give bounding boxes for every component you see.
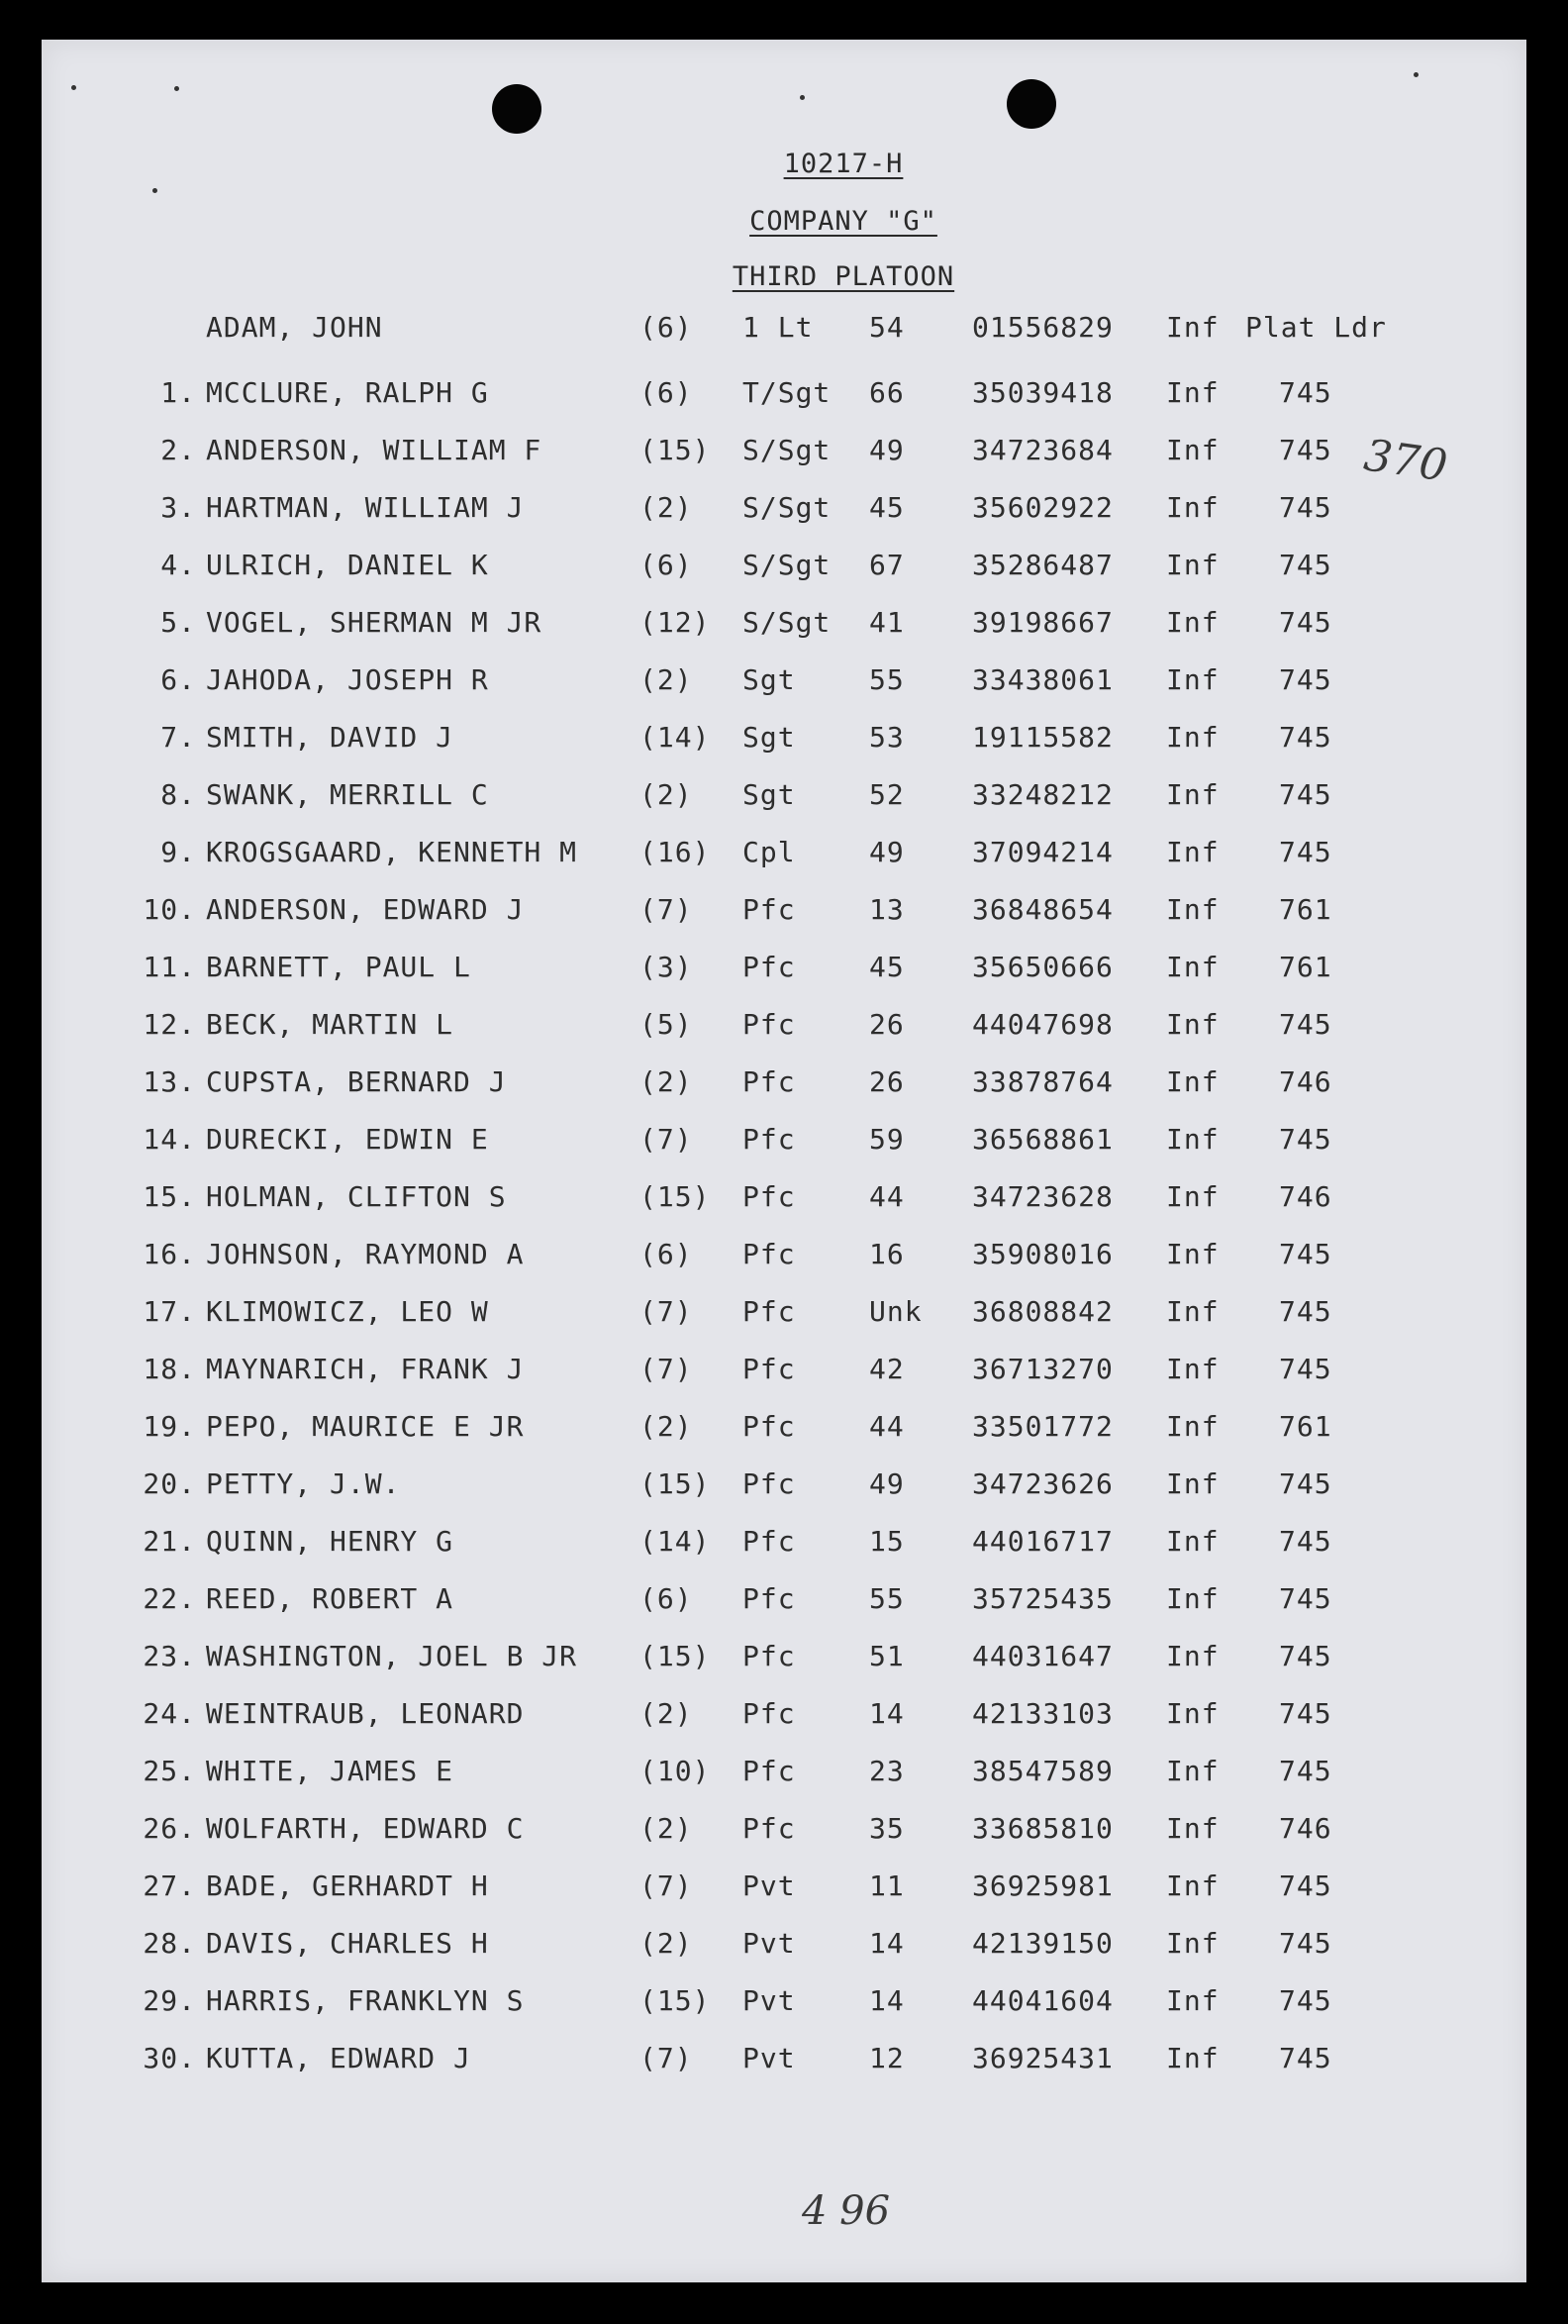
cell-age: 41	[869, 606, 905, 639]
cell-serial: 36925981	[972, 1869, 1114, 1902]
cell-name: ULRICH, DANIEL K	[206, 549, 489, 581]
cell-num: 25.	[143, 1755, 196, 1787]
cell-age: 23	[869, 1755, 905, 1787]
cell-mos: 745	[1279, 1008, 1332, 1041]
cell-num: 15.	[143, 1180, 196, 1213]
cell-num: 20.	[143, 1467, 196, 1500]
cell-age: 59	[869, 1123, 905, 1156]
cell-mos: 761	[1279, 1410, 1332, 1443]
table-row	[107, 1640, 1473, 1679]
table-row	[107, 1238, 1473, 1277]
cell-code: (6)	[639, 1238, 693, 1270]
cell-name: PETTY, J.W.	[206, 1467, 401, 1500]
cell-serial: 36808842	[972, 1295, 1114, 1328]
leader-name: ADAM, JOHN	[206, 311, 383, 344]
cell-code: (15)	[639, 1180, 711, 1213]
cell-mos: 745	[1279, 1697, 1332, 1730]
cell-mos: 745	[1279, 778, 1332, 811]
cell-serial: 34723684	[972, 434, 1114, 466]
document-page	[42, 40, 1526, 2282]
cell-code: (15)	[639, 1640, 711, 1672]
cell-code: (6)	[639, 1582, 693, 1615]
cell-age: 67	[869, 549, 905, 581]
cell-age: 44	[869, 1410, 905, 1443]
table-row	[107, 1869, 1473, 1909]
cell-rank: S/Sgt	[742, 549, 832, 581]
cell-code: (10)	[639, 1755, 711, 1787]
cell-name: SMITH, DAVID J	[206, 721, 454, 754]
cell-age: 13	[869, 893, 905, 926]
cell-name: REED, ROBERT A	[206, 1582, 454, 1615]
doc-number: 10217-H	[783, 149, 904, 179]
cell-age: 14	[869, 1697, 905, 1730]
cell-mos: 745	[1279, 836, 1332, 868]
speck	[71, 85, 76, 90]
cell-rank: Pfc	[742, 1238, 796, 1270]
cell-num: 1.	[160, 376, 196, 409]
cell-name: PEPO, MAURICE E JR	[206, 1410, 525, 1443]
cell-mos: 745	[1279, 1984, 1332, 2017]
cell-mos: 745	[1279, 1123, 1332, 1156]
cell-name: ANDERSON, WILLIAM F	[206, 434, 542, 466]
margin-note: 370	[1360, 430, 1451, 492]
table-row	[107, 1525, 1473, 1565]
cell-age: 55	[869, 1582, 905, 1615]
cell-rank: Pfc	[742, 893, 796, 926]
cell-mos: 745	[1279, 1927, 1332, 1960]
cell-code: (14)	[639, 1525, 711, 1558]
cell-serial: 44016717	[972, 1525, 1114, 1558]
cell-mos: 761	[1279, 893, 1332, 926]
punch-hole-left	[492, 84, 541, 134]
cell-name: KUTTA, EDWARD J	[206, 2042, 471, 2074]
cell-code: (5)	[639, 1008, 693, 1041]
cell-mos: 745	[1279, 1869, 1332, 1902]
cell-age: 45	[869, 491, 905, 524]
cell-num: 18.	[143, 1353, 196, 1385]
cell-code: (2)	[639, 491, 693, 524]
cell-arm: Inf	[1166, 1697, 1220, 1730]
leader-role: Plat Ldr	[1245, 311, 1387, 344]
cell-name: QUINN, HENRY G	[206, 1525, 454, 1558]
cell-arm: Inf	[1166, 1238, 1220, 1270]
cell-mos: 745	[1279, 1467, 1332, 1500]
cell-num: 6.	[160, 663, 196, 696]
cell-age: 11	[869, 1869, 905, 1902]
cell-code: (7)	[639, 1869, 693, 1902]
table-row	[107, 434, 1473, 473]
cell-name: HOLMAN, CLIFTON S	[206, 1180, 507, 1213]
cell-serial: 35039418	[972, 376, 1114, 409]
cell-name: ANDERSON, EDWARD J	[206, 893, 525, 926]
cell-arm: Inf	[1166, 1295, 1220, 1328]
cell-rank: Sgt	[742, 778, 796, 811]
cell-serial: 35650666	[972, 951, 1114, 983]
cell-age: 53	[869, 721, 905, 754]
cell-mos: 746	[1279, 1812, 1332, 1845]
cell-serial: 44031647	[972, 1640, 1114, 1672]
cell-num: 24.	[143, 1697, 196, 1730]
cell-serial: 42139150	[972, 1927, 1114, 1960]
cell-arm: Inf	[1166, 1525, 1220, 1558]
cell-num: 27.	[143, 1869, 196, 1902]
cell-age: 15	[869, 1525, 905, 1558]
cell-num: 7.	[160, 721, 196, 754]
cell-arm: Inf	[1166, 2042, 1220, 2074]
leader-arm: Inf	[1166, 311, 1220, 344]
cell-serial: 33685810	[972, 1812, 1114, 1845]
cell-name: DURECKI, EDWIN E	[206, 1123, 489, 1156]
cell-rank: Pfc	[742, 1525, 796, 1558]
cell-num: 8.	[160, 778, 196, 811]
cell-rank: Pfc	[742, 1065, 796, 1098]
cell-age: 66	[869, 376, 905, 409]
cell-rank: Pfc	[742, 1353, 796, 1385]
table-row	[107, 549, 1473, 588]
cell-arm: Inf	[1166, 721, 1220, 754]
cell-num: 19.	[143, 1410, 196, 1443]
cell-arm: Inf	[1166, 1640, 1220, 1672]
cell-rank: S/Sgt	[742, 491, 832, 524]
table-row	[107, 1467, 1473, 1507]
cell-serial: 44041604	[972, 1984, 1114, 2017]
speck	[174, 86, 179, 91]
cell-rank: Pfc	[742, 1467, 796, 1500]
cell-mos: 745	[1279, 376, 1332, 409]
cell-mos: 746	[1279, 1065, 1332, 1098]
cell-arm: Inf	[1166, 1123, 1220, 1156]
table-row	[107, 721, 1473, 760]
cell-rank: T/Sgt	[742, 376, 832, 409]
cell-age: 26	[869, 1008, 905, 1041]
cell-name: HARRIS, FRANKLYN S	[206, 1984, 525, 2017]
cell-mos: 745	[1279, 1353, 1332, 1385]
cell-name: DAVIS, CHARLES H	[206, 1927, 489, 1960]
cell-name: KLIMOWICZ, LEO W	[206, 1295, 489, 1328]
cell-serial: 36713270	[972, 1353, 1114, 1385]
cell-num: 10.	[143, 893, 196, 926]
punch-hole-right	[1007, 79, 1056, 129]
cell-serial: 33501772	[972, 1410, 1114, 1443]
speck	[152, 188, 157, 193]
company-heading: COMPANY "G"	[749, 206, 937, 237]
cell-code: (6)	[639, 549, 693, 581]
cell-serial: 33438061	[972, 663, 1114, 696]
cell-rank: Pfc	[742, 1410, 796, 1443]
cell-arm: Inf	[1166, 1927, 1220, 1960]
cell-name: JAHODA, JOSEPH R	[206, 663, 489, 696]
cell-serial: 36568861	[972, 1123, 1114, 1156]
cell-code: (2)	[639, 778, 693, 811]
table-row	[107, 1582, 1473, 1622]
cell-rank: Pfc	[742, 1755, 796, 1787]
table-row	[107, 1008, 1473, 1048]
cell-num: 29.	[143, 1984, 196, 2017]
cell-mos: 761	[1279, 951, 1332, 983]
cell-code: (12)	[639, 606, 711, 639]
cell-code: (16)	[639, 836, 711, 868]
cell-name: SWANK, MERRILL C	[206, 778, 489, 811]
cell-name: KROGSGAARD, KENNETH M	[206, 836, 578, 868]
leader-code: (6)	[639, 311, 693, 344]
table-row	[107, 1295, 1473, 1335]
table-row	[107, 1410, 1473, 1450]
cell-code: (7)	[639, 893, 693, 926]
cell-rank: Pfc	[742, 1295, 796, 1328]
cell-name: CUPSTA, BERNARD J	[206, 1065, 507, 1098]
page-number: 4 96	[802, 2188, 891, 2234]
cell-num: 5.	[160, 606, 196, 639]
leader-rank: 1 Lt	[742, 311, 814, 344]
cell-code: (7)	[639, 1123, 693, 1156]
cell-num: 21.	[143, 1525, 196, 1558]
cell-arm: Inf	[1166, 1984, 1220, 2017]
cell-arm: Inf	[1166, 663, 1220, 696]
cell-name: VOGEL, SHERMAN M JR	[206, 606, 542, 639]
cell-mos: 745	[1279, 1295, 1332, 1328]
cell-code: (2)	[639, 1697, 693, 1730]
cell-arm: Inf	[1166, 491, 1220, 524]
cell-rank: Pfc	[742, 951, 796, 983]
cell-mos: 746	[1279, 1180, 1332, 1213]
speck	[1414, 72, 1419, 77]
cell-rank: Sgt	[742, 721, 796, 754]
cell-code: (7)	[639, 1353, 693, 1385]
cell-num: 3.	[160, 491, 196, 524]
cell-serial: 44047698	[972, 1008, 1114, 1041]
platoon-heading: THIRD PLATOON	[732, 261, 955, 292]
cell-code: (7)	[639, 2042, 693, 2074]
cell-name: JOHNSON, RAYMOND A	[206, 1238, 525, 1270]
cell-age: 16	[869, 1238, 905, 1270]
cell-age: 14	[869, 1927, 905, 1960]
cell-rank: Sgt	[742, 663, 796, 696]
cell-code: (15)	[639, 1984, 711, 2017]
table-row	[107, 1353, 1473, 1392]
cell-arm: Inf	[1166, 1467, 1220, 1500]
cell-serial: 35602922	[972, 491, 1114, 524]
cell-mos: 745	[1279, 663, 1332, 696]
cell-name: BADE, GERHARDT H	[206, 1869, 489, 1902]
table-row	[107, 1065, 1473, 1105]
cell-arm: Inf	[1166, 1008, 1220, 1041]
cell-arm: Inf	[1166, 1180, 1220, 1213]
cell-code: (2)	[639, 1812, 693, 1845]
cell-serial: 36925431	[972, 2042, 1114, 2074]
leader-serial: 01556829	[972, 311, 1114, 344]
cell-mos: 745	[1279, 1582, 1332, 1615]
cell-arm: Inf	[1166, 1755, 1220, 1787]
cell-age: 14	[869, 1984, 905, 2017]
cell-num: 17.	[143, 1295, 196, 1328]
cell-arm: Inf	[1166, 836, 1220, 868]
cell-serial: 39198667	[972, 606, 1114, 639]
cell-serial: 37094214	[972, 836, 1114, 868]
cell-mos: 745	[1279, 549, 1332, 581]
cell-name: BECK, MARTIN L	[206, 1008, 454, 1041]
cell-num: 4.	[160, 549, 196, 581]
cell-mos: 745	[1279, 721, 1332, 754]
cell-code: (7)	[639, 1295, 693, 1328]
table-row	[107, 2042, 1473, 2081]
cell-mos: 745	[1279, 2042, 1332, 2074]
cell-arm: Inf	[1166, 1812, 1220, 1845]
cell-num: 11.	[143, 951, 196, 983]
cell-serial: 34723626	[972, 1467, 1114, 1500]
speck	[800, 95, 805, 100]
cell-name: WASHINGTON, JOEL B JR	[206, 1640, 578, 1672]
cell-age: Unk	[869, 1295, 923, 1328]
cell-arm: Inf	[1166, 778, 1220, 811]
table-row	[107, 893, 1473, 933]
cell-rank: Pfc	[742, 1640, 796, 1672]
cell-serial: 33248212	[972, 778, 1114, 811]
table-row	[107, 1984, 1473, 2024]
cell-num: 16.	[143, 1238, 196, 1270]
cell-num: 30.	[143, 2042, 196, 2074]
table-row	[107, 1180, 1473, 1220]
cell-serial: 19115582	[972, 721, 1114, 754]
cell-serial: 35725435	[972, 1582, 1114, 1615]
table-row	[107, 1123, 1473, 1162]
cell-code: (2)	[639, 1410, 693, 1443]
cell-name: MAYNARICH, FRANK J	[206, 1353, 525, 1385]
cell-rank: Pfc	[742, 1123, 796, 1156]
cell-serial: 33878764	[972, 1065, 1114, 1098]
cell-arm: Inf	[1166, 951, 1220, 983]
cell-num: 13.	[143, 1065, 196, 1098]
cell-code: (6)	[639, 376, 693, 409]
cell-mos: 745	[1279, 1238, 1332, 1270]
cell-rank: S/Sgt	[742, 434, 832, 466]
cell-rank: Pvt	[742, 1984, 796, 2017]
cell-rank: Pvt	[742, 2042, 796, 2074]
cell-serial: 42133103	[972, 1697, 1114, 1730]
cell-arm: Inf	[1166, 893, 1220, 926]
cell-num: 2.	[160, 434, 196, 466]
cell-age: 26	[869, 1065, 905, 1098]
table-row	[107, 376, 1473, 416]
cell-num: 22.	[143, 1582, 196, 1615]
cell-mos: 745	[1279, 1755, 1332, 1787]
cell-code: (2)	[639, 663, 693, 696]
cell-rank: Pfc	[742, 1812, 796, 1845]
table-row	[107, 951, 1473, 990]
cell-name: WOLFARTH, EDWARD C	[206, 1812, 525, 1845]
cell-rank: Pvt	[742, 1869, 796, 1902]
table-row	[107, 663, 1473, 703]
cell-age: 12	[869, 2042, 905, 2074]
cell-rank: S/Sgt	[742, 606, 832, 639]
cell-arm: Inf	[1166, 1582, 1220, 1615]
table-row	[107, 606, 1473, 646]
cell-age: 45	[869, 951, 905, 983]
table-row	[107, 1755, 1473, 1794]
cell-rank: Cpl	[742, 836, 796, 868]
cell-code: (15)	[639, 1467, 711, 1500]
cell-serial: 35908016	[972, 1238, 1114, 1270]
cell-arm: Inf	[1166, 549, 1220, 581]
cell-serial: 35286487	[972, 549, 1114, 581]
cell-mos: 745	[1279, 1640, 1332, 1672]
cell-age: 49	[869, 1467, 905, 1500]
cell-code: (2)	[639, 1065, 693, 1098]
table-row	[107, 1812, 1473, 1852]
cell-code: (3)	[639, 951, 693, 983]
cell-arm: Inf	[1166, 1869, 1220, 1902]
cell-age: 44	[869, 1180, 905, 1213]
cell-arm: Inf	[1166, 1410, 1220, 1443]
cell-mos: 745	[1279, 491, 1332, 524]
cell-age: 35	[869, 1812, 905, 1845]
cell-name: WHITE, JAMES E	[206, 1755, 454, 1787]
cell-mos: 745	[1279, 1525, 1332, 1558]
cell-age: 55	[869, 663, 905, 696]
cell-num: 9.	[160, 836, 196, 868]
cell-name: WEINTRAUB, LEONARD	[206, 1697, 525, 1730]
cell-arm: Inf	[1166, 376, 1220, 409]
cell-mos: 745	[1279, 606, 1332, 639]
cell-age: 49	[869, 434, 905, 466]
cell-serial: 38547589	[972, 1755, 1114, 1787]
cell-rank: Pfc	[742, 1008, 796, 1041]
cell-arm: Inf	[1166, 606, 1220, 639]
table-row	[107, 836, 1473, 875]
cell-rank: Pfc	[742, 1697, 796, 1730]
cell-code: (14)	[639, 721, 711, 754]
cell-rank: Pfc	[742, 1582, 796, 1615]
cell-num: 28.	[143, 1927, 196, 1960]
cell-age: 52	[869, 778, 905, 811]
cell-num: 12.	[143, 1008, 196, 1041]
cell-serial: 34723628	[972, 1180, 1114, 1213]
cell-name: HARTMAN, WILLIAM J	[206, 491, 525, 524]
cell-code: (15)	[639, 434, 711, 466]
cell-arm: Inf	[1166, 1065, 1220, 1098]
cell-num: 14.	[143, 1123, 196, 1156]
table-row	[107, 778, 1473, 818]
cell-num: 23.	[143, 1640, 196, 1672]
cell-name: MCCLURE, RALPH G	[206, 376, 489, 409]
cell-age: 42	[869, 1353, 905, 1385]
cell-arm: Inf	[1166, 1353, 1220, 1385]
cell-arm: Inf	[1166, 434, 1220, 466]
cell-age: 49	[869, 836, 905, 868]
cell-mos: 745	[1279, 434, 1332, 466]
table-row	[107, 1927, 1473, 1967]
cell-rank: Pvt	[742, 1927, 796, 1960]
cell-age: 51	[869, 1640, 905, 1672]
cell-rank: Pfc	[742, 1180, 796, 1213]
cell-num: 26.	[143, 1812, 196, 1845]
table-row	[107, 1697, 1473, 1737]
leader-age: 54	[869, 311, 905, 344]
cell-serial: 36848654	[972, 893, 1114, 926]
leader-row	[107, 311, 1473, 351]
cell-name: BARNETT, PAUL L	[206, 951, 471, 983]
cell-code: (2)	[639, 1927, 693, 1960]
table-row	[107, 491, 1473, 531]
